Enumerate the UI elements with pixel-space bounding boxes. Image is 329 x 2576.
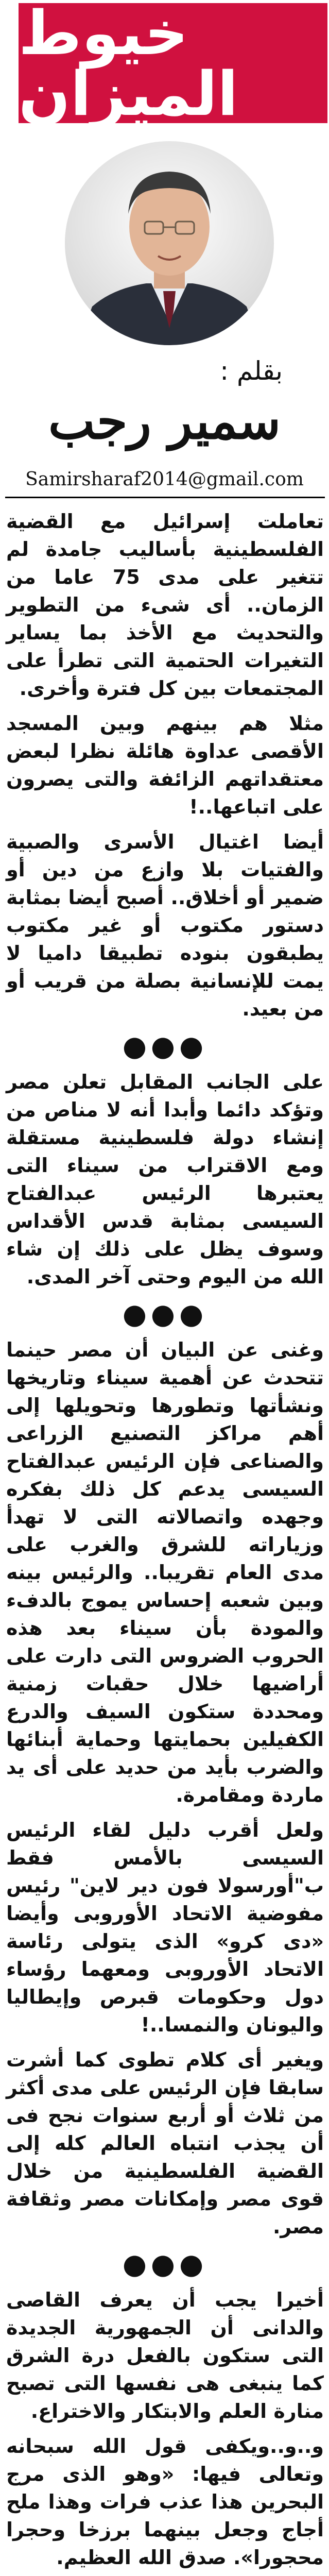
author-photo — [56, 137, 283, 350]
column-title: خيوط الميزان — [19, 0, 238, 129]
article-paragraph: أيضا اغتيال الأسرى والصبية والفتيات بلا وازع من دين أو ضمير أو أخلاق.. أصبح أيضا بمثابة دستور مكتوب أو غير مكتوب يطبقون بنوده تطبيقا داميا لا يمت للإنسانية بصلة من قريب أو من بعيد. — [6, 831, 324, 1020]
article-paragraph: ويغير أى كلام تطوى كما أشرت سابقا فإن الرئيس على مدى أكثر من ثلاث أو أربع سنوات نجح فى أن يجذب انتباه العالم كله إلى القضية الفلسطينية من خلال قوى مصر وإمكانات مصر وثقافة مصر. — [6, 2048, 324, 2238]
section-separator: ●●● — [122, 1298, 208, 1330]
article-paragraph: تعاملت إسرائيل مع القضية الفلسطينية بأساليب جامدة لم تتغير على مدى 75 عاما من الزمان.. أى شىء من التطوير والتحديث مع الأخذ بما يساير التغيرات الحتمية التى تطرأ على المجتمعات بين كل فترة وأخرى. — [6, 510, 324, 700]
article-paragraph: وغنى عن البيان أن مصر حينما تتحدث عن أهمية سيناء وتاريخها ونشأتها وتطورها وتحويلها إلى أهم مراكز التصنيع الزراعى والصناعى فإن الرئيس عبدالفتاح السيسى يدعم كل ذلك بفكره وجهده واتصالاته التى لا تهدأ وزياراته للشرق والغرب على مدى العام تقريبا.. والرئيس بينه وبين شعبه إحساس يموج بالدفء والمودة بأن سيناء بعد هذه الحروب الضروس التى دارت على أراضيها خلال حقبات زمنية ومحددة ستكون السيف والدرع الكفيلين بحمايتها وحماية أبنائها والضرب بأيد من حديد على أى يد ماردة ومقامرة. — [6, 1338, 324, 1806]
author-portrait — [48, 135, 290, 351]
divider — [5, 497, 325, 498]
article-paragraph: مثلا هم بينهم وبين المسجد الأقصى عداوة هائلة نظرا لبعض معتقداتهم الزائفة والتى يصرون على اتباعها..! — [6, 712, 324, 818]
article-paragraph: أخيرا يجب أن يعرف القاصى والدانى أن الجمهورية الجديدة التى ستكون بالفعل درة الشرق كما ينبغى هى نفسها التى تصبح منارة العلم والابتكار والاختراع. — [6, 2289, 324, 2422]
section-separator: ●●● — [122, 2248, 208, 2280]
article-paragraph: و..و..ويكفى قول الله سبحانه وتعالى فيها: «وهو الذى مرج البحرين هذا عذب فرات وهذا ملح أجاج وجعل بينهما برزخا وحجرا محجورا». صدق الله العظيم. — [6, 2435, 324, 2569]
column-header — [19, 0, 327, 129]
author-email[interactable]: Samirsharaf2014@gmail.com — [25, 469, 304, 490]
article-body — [6, 507, 324, 2576]
article-paragraph: ولعل أقرب دليل لقاء الرئيس السيسى بالأمس فقط ب"أورسولا فون دير لاين" رئيس مفوضية الاتحاد الأوروبى وأيضا «دى كرو» الذى يتولى رئاسة الاتحاد الأوروبى ومعهما رؤساء دول وحكومات قبرص وإيطاليا واليونان والنمسا..! — [6, 1819, 324, 2036]
author-name: سمير رجب — [48, 392, 281, 450]
section-separator: ●●● — [122, 1030, 208, 1062]
byline-label: بقلم : — [220, 356, 283, 386]
article-paragraph: على الجانب المقابل تعلن مصر وتؤكد دائما وأبدا أنه لا مناص من إنشاء دولة فلسطينية مستقلة ومع الاقتراب من سيناء التى يعتبرها الرئيس عبدالفتاح السيسى بمثابة قدس الأقداس وسوف يظل على ذلك إن شاء الله من اليوم وحتى آخر المدى. — [6, 1071, 324, 1288]
